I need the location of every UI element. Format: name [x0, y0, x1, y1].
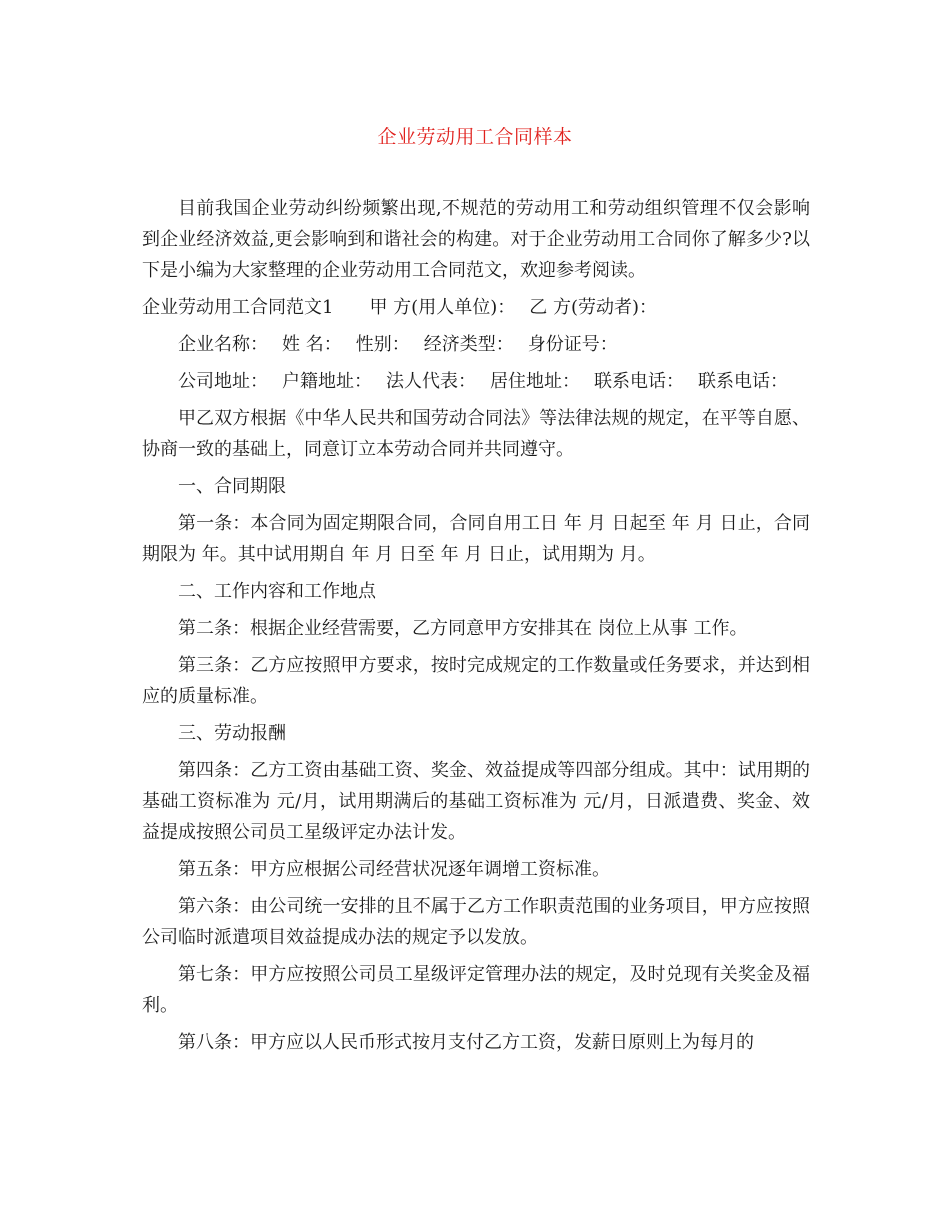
article-7: 第七条：甲方应按照公司员工星级评定管理办法的规定，及时兑现有关奖金及福利。 — [142, 964, 810, 1016]
sample-heading: 企业劳动用工合同范文1 — [142, 297, 334, 318]
party-a-label: 甲 方(用人单位)： — [369, 297, 516, 318]
field-company-address: 公司地址： — [178, 371, 268, 392]
field-phone-b: 联系电话： — [698, 371, 788, 392]
intro-paragraph: 目前我国企业劳动纠纷频繁出现,不规范的劳动用工和劳动组织管理不仅会影响到企业经济效益,更会影响到和谐社会的构建。对于企业劳动用工合同你了解多少?以下是小编为大家整理的企业劳动用工合同范文，欢迎参考阅读。 — [142, 198, 810, 281]
sample-heading-row — [142, 292, 810, 323]
field-economic-type: 经济类型： — [423, 334, 514, 355]
fields-row-1 — [142, 329, 810, 360]
field-legal-rep: 法人代表： — [386, 371, 476, 392]
document-body — [142, 193, 810, 1064]
section-heading-3: 三、劳动报酬 — [178, 723, 286, 744]
article-3: 第三条：乙方应按照甲方要求，按时完成规定的工作数量或任务要求，并达到相应的质量标准。 — [142, 655, 810, 707]
article-8: 第八条：甲方应以人民币形式按月支付乙方工资，发薪日原则上为每月的 — [178, 1032, 754, 1053]
article-5: 第五条：甲方应根据公司经营状况逐年调增工资标准。 — [178, 859, 610, 880]
article-2: 第二条：根据企业经营需要，乙方同意甲方安排其在 岗位上从事 工作。 — [178, 618, 748, 639]
article-1: 第一条：本合同为固定期限合同，合同自用工日 年 月 日起至 年 月 日止，合同期限为 年。其中试用期自 年 月 日至 年 月 日止，试用期为 月。 — [142, 513, 810, 565]
field-residence-address: 居住地址： — [490, 371, 580, 392]
party-b-label: 乙 方(劳动者)： — [529, 297, 658, 318]
field-company-name: 企业名称： — [178, 334, 268, 355]
section-heading-1: 一、合同期限 — [178, 476, 286, 497]
article-6: 第六条：由公司统一安排的且不属于乙方工作职责范围的业务项目，甲方应按照公司临时派遣项目效益提成办法的规定予以发放。 — [142, 896, 810, 948]
field-gender: 性别： — [355, 334, 410, 355]
field-id-number: 身份证号： — [527, 334, 618, 355]
field-phone-a: 联系电话： — [594, 371, 684, 392]
field-name: 姓 名： — [282, 334, 342, 355]
document-title: 企业劳动用工合同样本 — [377, 126, 573, 148]
section-heading-2: 二、工作内容和工作地点 — [178, 581, 376, 602]
article-4: 第四条：乙方工资由基础工资、奖金、效益提成等四部分组成。其中：试用期的基础工资标准为 元/月，试用期满后的基础工资标准为 元/月，日派遣费、奖金、效益提成按照公司员工星级评定办法计发。 — [142, 760, 810, 843]
preamble-paragraph: 甲乙双方根据《中华人民共和国劳动合同法》等法律法规的规定，在平等自愿、协商一致的基础上，同意订立本劳动合同并共同遵守。 — [142, 408, 810, 460]
fields-row-2 — [142, 366, 810, 397]
field-household-address: 户籍地址： — [282, 371, 372, 392]
